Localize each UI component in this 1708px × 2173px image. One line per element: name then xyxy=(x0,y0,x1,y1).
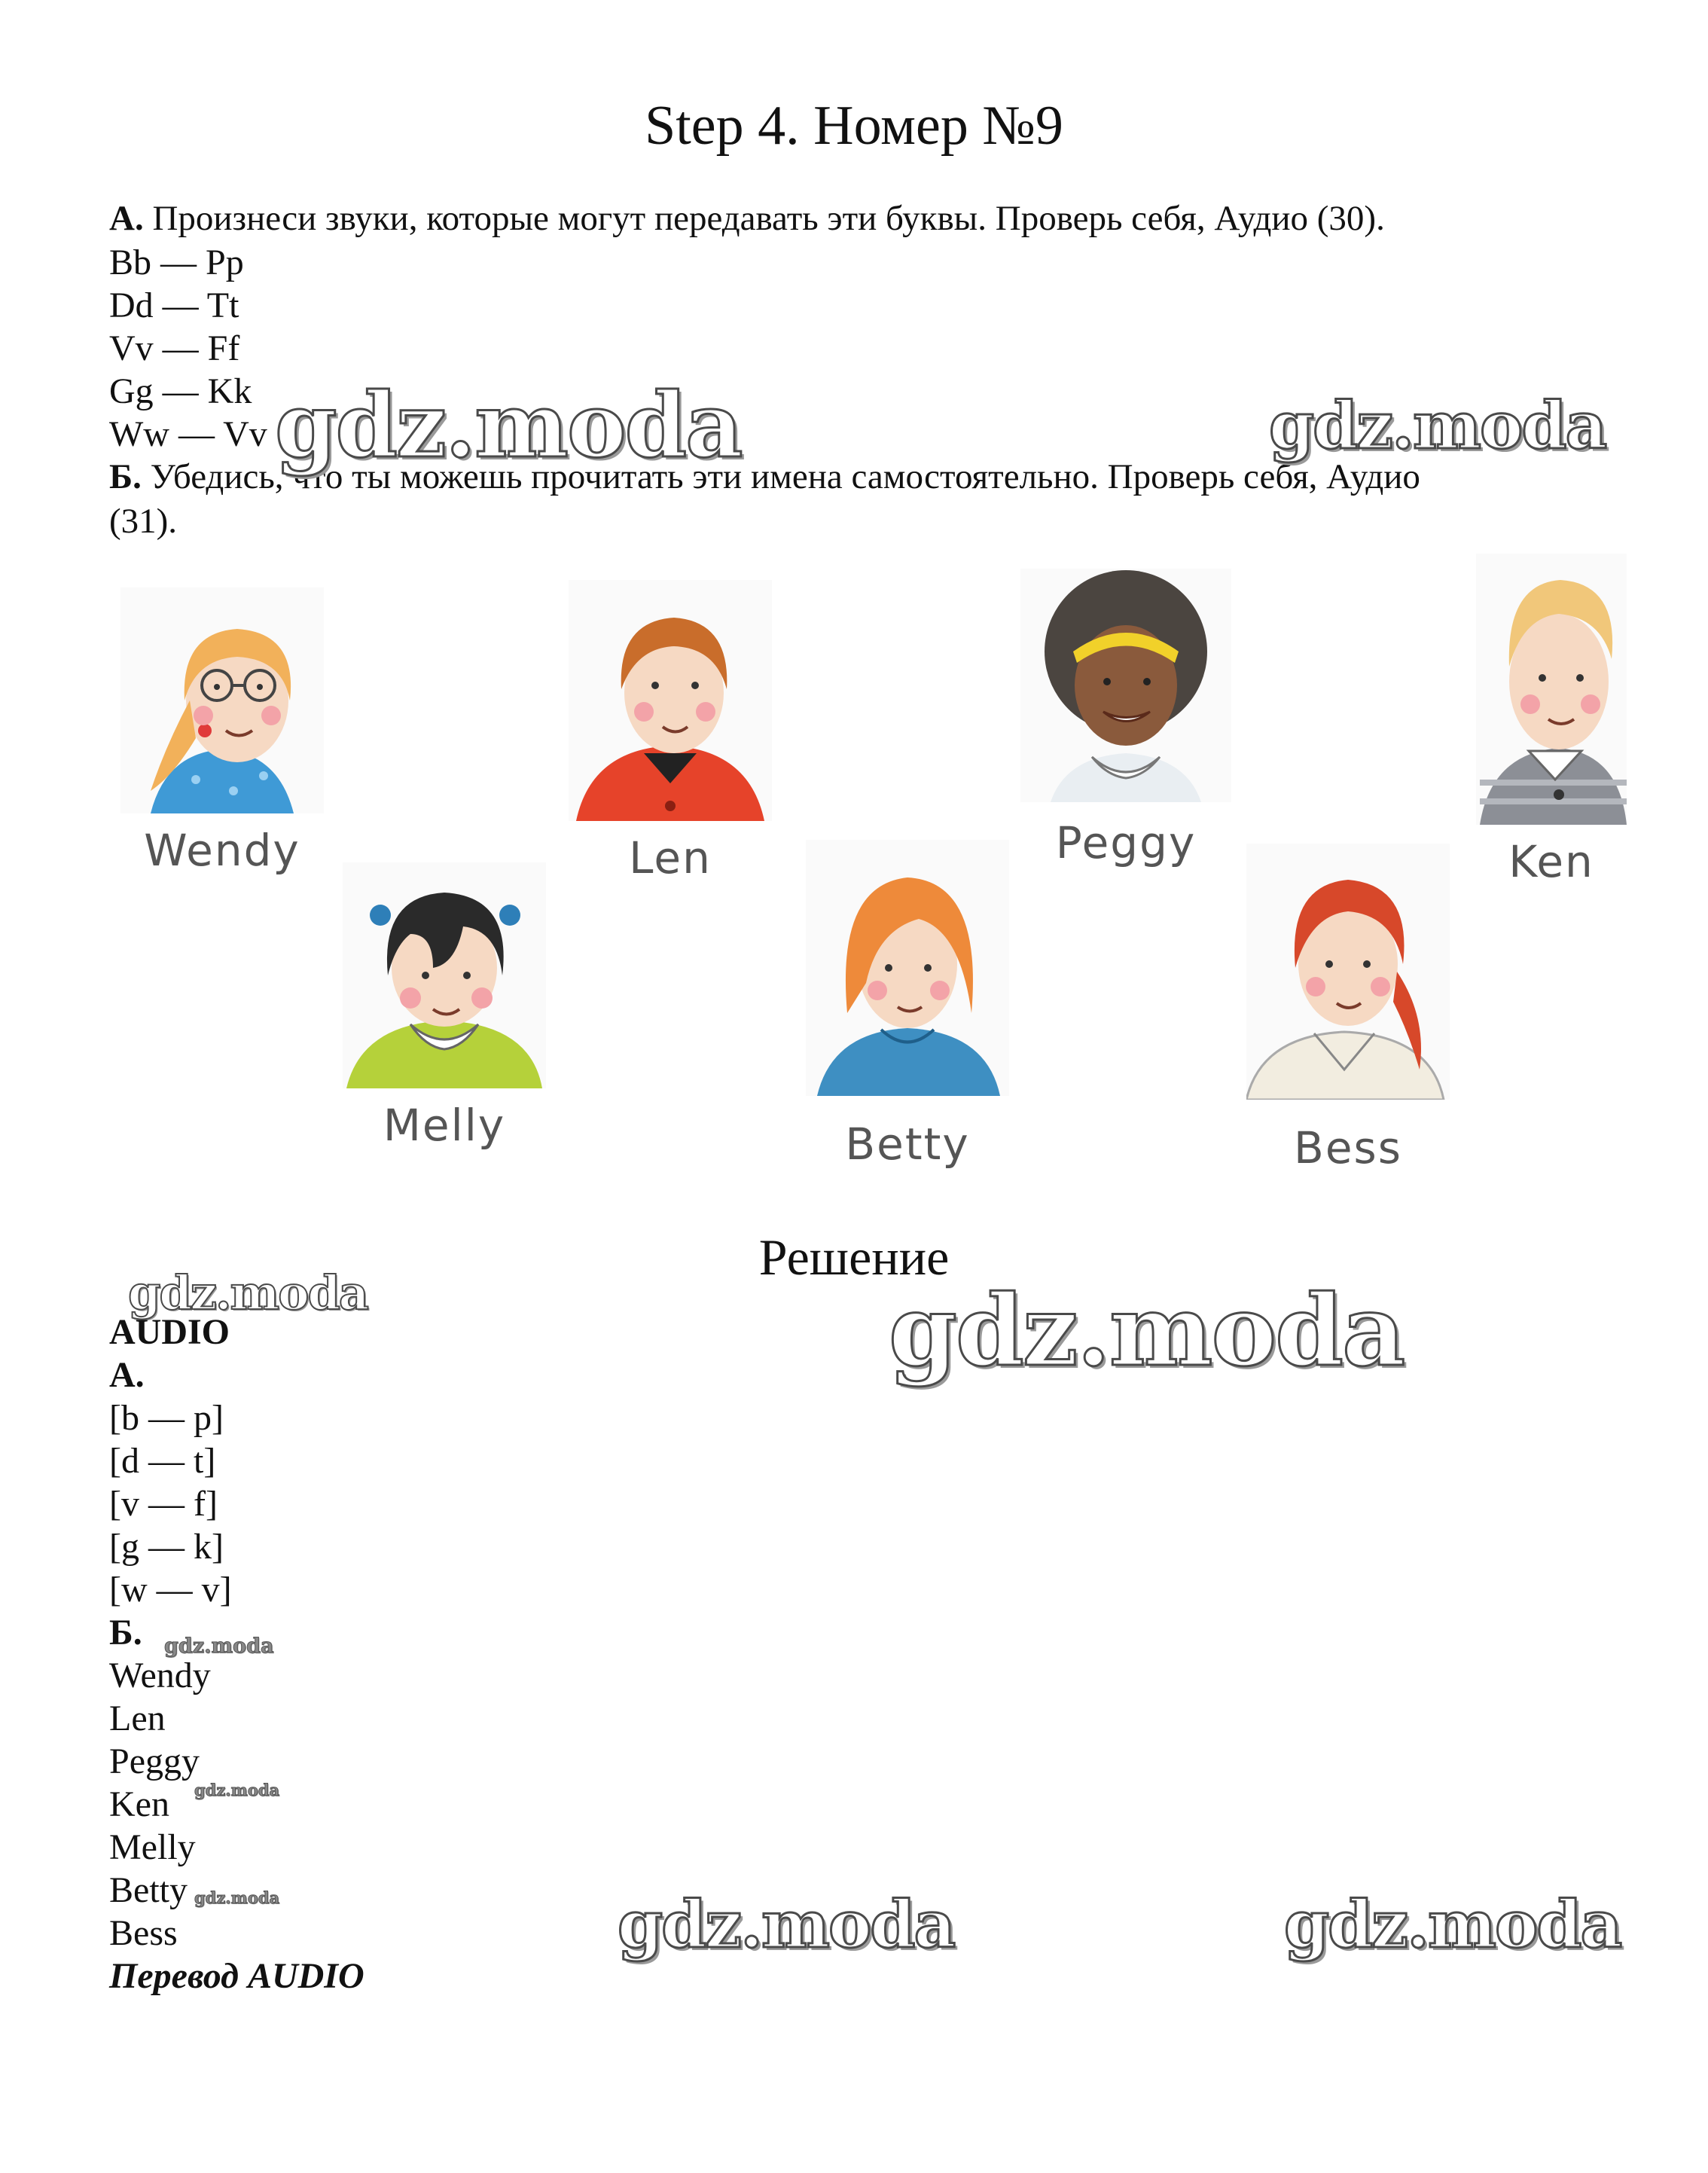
watermark: gdz.moda xyxy=(194,1888,280,1907)
melly-illustration xyxy=(343,862,546,1088)
portrait-name: Bess xyxy=(1294,1122,1402,1173)
name-item: Peggy xyxy=(109,1741,200,1781)
portrait-betty xyxy=(806,840,1009,1183)
page-title: Step 4. Номер №9 xyxy=(645,95,1063,157)
watermark: gdz.moda xyxy=(889,1273,1405,1388)
portrait-name: Betty xyxy=(845,1119,970,1170)
sound-pair: [b — p] xyxy=(109,1398,224,1438)
name-item: Bess xyxy=(109,1913,178,1953)
watermark: gdz.moda xyxy=(194,1781,280,1799)
bess-illustration xyxy=(1246,844,1450,1100)
portrait-ken xyxy=(1476,554,1627,896)
ken-illustration xyxy=(1476,554,1627,825)
letter-pair: Bb — Pp xyxy=(109,243,244,282)
solution-b-label: Б. xyxy=(109,1613,142,1653)
task-a-instruction xyxy=(109,197,1615,240)
sound-pair: [d — t] xyxy=(109,1441,216,1481)
name-item: Melly xyxy=(109,1827,196,1867)
portrait-name: Ken xyxy=(1508,836,1594,887)
task-a-text: Произнеси звуки, которые могут передавать эти буквы. Проверь себя, Аудио (30). xyxy=(152,199,1385,238)
portrait-wendy xyxy=(120,588,324,896)
betty-illustration xyxy=(806,840,1009,1096)
letter-pair: Gg — Kk xyxy=(109,371,252,411)
portrait-name: Len xyxy=(629,832,712,884)
letter-pair: Vv — Ff xyxy=(109,328,240,368)
name-item: Wendy xyxy=(109,1656,211,1695)
name-item: Len xyxy=(109,1698,166,1738)
watermark: gdz.moda xyxy=(275,373,742,478)
wendy-illustration xyxy=(120,588,324,813)
letter-pair: Ww — Vv xyxy=(109,414,267,454)
watermark: gdz.moda xyxy=(164,1634,274,1658)
sound-pair: [v — f] xyxy=(109,1484,218,1524)
portrait-name: Wendy xyxy=(144,825,300,876)
name-item: Betty xyxy=(109,1870,188,1910)
watermark: gdz.moda xyxy=(128,1265,368,1320)
task-b-text-end: (31). xyxy=(109,502,178,541)
peggy-illustration xyxy=(1020,569,1231,802)
task-b-label: Б. xyxy=(109,457,142,496)
watermark: gdz.moda xyxy=(1284,1887,1621,1963)
solution-a-label: А. xyxy=(109,1355,145,1395)
sound-pair: [g — k] xyxy=(109,1527,224,1567)
letter-pair: Dd — Tt xyxy=(109,285,239,325)
translation-label: Перевод AUDIO xyxy=(109,1956,364,1996)
portrait-bess xyxy=(1246,844,1450,1186)
len-illustration xyxy=(569,580,772,821)
portrait-peggy xyxy=(1020,569,1231,893)
solution-heading: Решение xyxy=(758,1228,950,1286)
portrait-melly xyxy=(343,862,546,1179)
portrait-name: Peggy xyxy=(1055,817,1197,868)
audio-label: AUDIO xyxy=(109,1312,230,1352)
task-b-text: Убедись, что ты можешь прочитать эти имена самостоятельно. Проверь себя, Аудио xyxy=(150,457,1420,496)
portrait-len xyxy=(569,580,772,896)
watermark: gdz.moda xyxy=(1269,388,1606,464)
task-a-label: А. xyxy=(109,199,144,238)
sound-pair: [w — v] xyxy=(109,1570,232,1610)
name-item: Ken xyxy=(109,1784,169,1824)
portrait-name: Melly xyxy=(383,1100,506,1151)
watermark: gdz.moda xyxy=(618,1887,955,1963)
